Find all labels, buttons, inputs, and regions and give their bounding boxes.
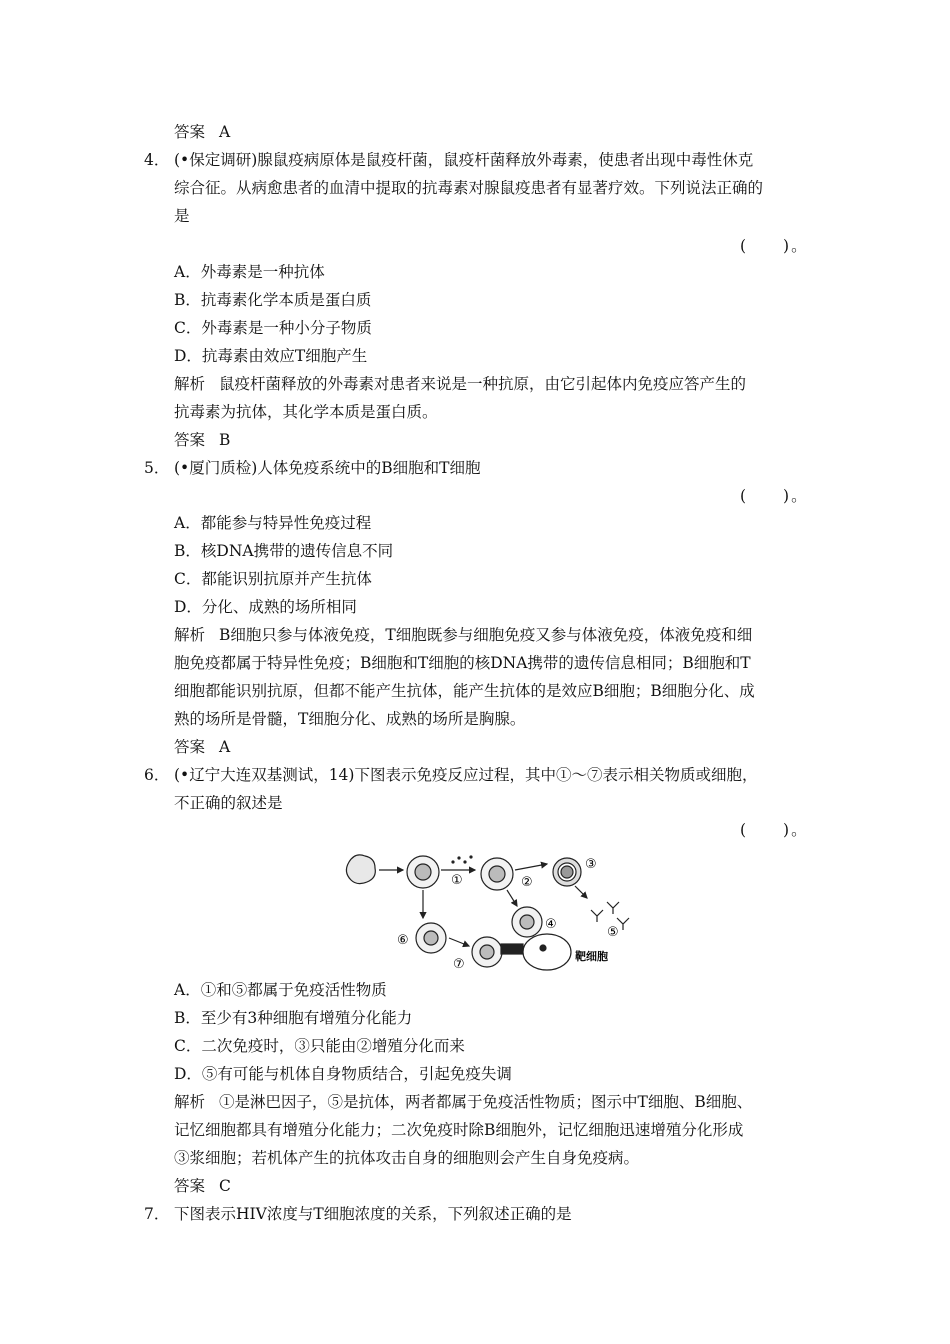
label-6: ⑥ — [397, 933, 409, 948]
q6-analysis-line: ③浆细胞；若机体产生的抗体攻击自身的细胞则会产生自身免疫病。 — [174, 1149, 640, 1167]
q6-stem-line: 不正确的叙述是 — [174, 794, 283, 812]
q4-stem-line: 是 — [174, 207, 190, 225]
label-7: ⑦ — [453, 957, 465, 972]
q6-stem-line: (•辽宁大连双基测试，14)下图表示免疫反应过程，其中①～⑦表示相关物质或细胞， — [174, 766, 758, 784]
q5-option-d: D．分化、成熟的场所相同 — [174, 598, 357, 616]
q4-option-a: A．外毒素是一种抗体 — [174, 263, 325, 281]
q4-number: 4． — [144, 151, 170, 169]
q5-analysis-line: 熟的场所是骨髓，T细胞分化、成熟的场所是胸腺。 — [174, 710, 526, 728]
q6-option-d: D．⑤有可能与机体自身物质结合，引起免疫失调 — [174, 1065, 512, 1083]
q4-stem-line: (•保定调研)腺鼠疫病原体是鼠疫杆菌，鼠疫杆菌释放外毒素，使患者出现中毒性休克 — [174, 151, 754, 169]
q5-option-b: B．核DNA携带的遗传信息不同 — [174, 542, 394, 560]
q6-analysis-line: 记忆细胞都具有增殖分化能力；二次免疫时除B细胞外，记忆细胞迅速增殖分化形成 — [174, 1121, 744, 1139]
q5-stem-line: (•厦门质检)人体免疫系统中的B细胞和T细胞 — [174, 459, 481, 477]
q3-answer: 答案 A — [174, 123, 231, 141]
immune-response-diagram — [335, 848, 635, 972]
label-2: ② — [521, 875, 533, 890]
q4-option-c: C．外毒素是一种小分子物质 — [174, 319, 372, 337]
q6-answer: 答案 C — [174, 1177, 231, 1195]
target-cell-label: 靶细胞 — [575, 950, 608, 963]
q4-analysis-line: 抗毒素为抗体，其化学本质是蛋白质。 — [174, 403, 438, 421]
q4-option-d: D．抗毒素由效应T细胞产生 — [174, 347, 368, 365]
label-1: ① — [451, 873, 463, 888]
q5-answer: 答案 A — [174, 738, 231, 756]
q4-answer: 答案 B — [174, 431, 231, 449]
q5-number: 5． — [144, 459, 170, 477]
q5-analysis-line: 胞免疫都属于特异性免疫；B细胞和T细胞的核DNA携带的遗传信息相同；B细胞和T — [174, 654, 751, 672]
q6-option-b: B．至少有3种细胞有增殖分化能力 — [174, 1009, 413, 1027]
q6-option-a: A．①和⑤都属于免疫活性物质 — [174, 981, 387, 999]
q7-stem-line: 下图表示HIV浓度与T细胞浓度的关系，下列叙述正确的是 — [174, 1205, 572, 1223]
label-5: ⑤ — [607, 925, 619, 940]
q4-analysis: 解析 鼠疫杆菌释放的外毒素对患者来说是一种抗原，由它引起体内免疫应答产生的 — [174, 375, 747, 393]
q6-analysis: 解析 ①是淋巴因子，⑤是抗体，两者都属于免疫活性物质；图示中T细胞、B细胞、 — [174, 1093, 753, 1111]
q4-answer-bracket: ( )。 — [740, 237, 809, 255]
q5-analysis-line: 细胞都能识别抗原，但都不能产生抗体，能产生抗体的是效应B细胞；B细胞分化、成 — [174, 682, 755, 700]
q4-option-b: B．抗毒素化学本质是蛋白质 — [174, 291, 372, 309]
q5-option-a: A．都能参与特异性免疫过程 — [174, 514, 372, 532]
label-3: ③ — [585, 857, 597, 872]
q6-answer-bracket: ( )。 — [740, 821, 809, 839]
macrophage-shape — [346, 855, 375, 884]
q7-number: 7． — [144, 1205, 170, 1223]
q5-option-c: C．都能识别抗原并产生抗体 — [174, 570, 372, 588]
q5-answer-bracket: ( )。 — [740, 487, 809, 505]
q6-number: 6． — [144, 766, 170, 784]
label-4: ④ — [545, 917, 557, 932]
q5-analysis: 解析 B细胞只参与体液免疫，T细胞既参与细胞免疫又参与体液免疫，体液免疫和细 — [174, 626, 753, 644]
q6-option-c: C．二次免疫时，③只能由②增殖分化而来 — [174, 1037, 465, 1055]
q4-stem-line: 综合征。从病愈患者的血清中提取的抗毒素对腺鼠疫患者有显著疗效。下列说法正确的 — [174, 179, 764, 197]
